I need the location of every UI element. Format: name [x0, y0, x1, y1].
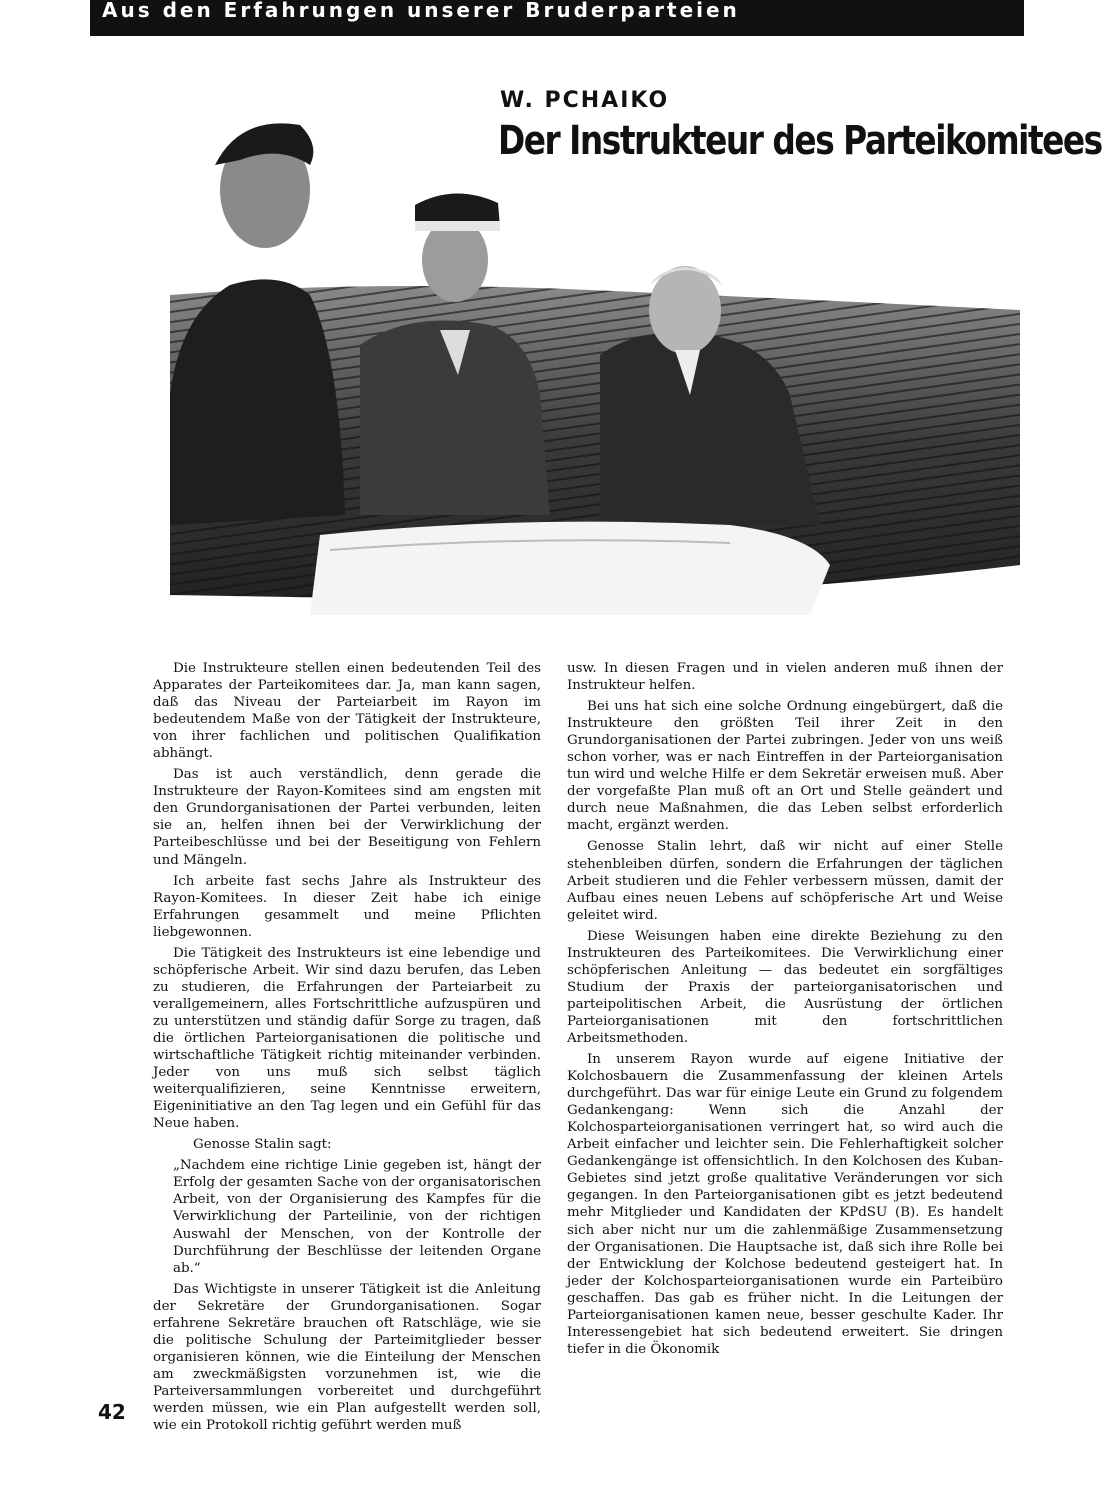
quote-intro: Genosse Stalin sagt: [193, 1137, 332, 1153]
paragraph: Genosse Stalin lehrt, daß wir nicht auf einer Stelle stehenbleiben dürfen, sondern die Erfahrungen der täglichen Arbeit studieren und die Fehler verbessern müssen, damit der Aufbau eines neuen Lebens auf schöpferische Art und Weise geleitet wird. [567, 839, 1003, 923]
right-column [567, 660, 1003, 1362]
stalin-quote: „Nachdem eine richtige Linie gegeben ist, hängt der Erfolg der gesamten Sache von der organisatorischen Arbeit, von der Organisierung des Kampfes für die Verwirklichung der Parteilinie, von der richtigen Auswahl der Menschen, von der Kontrolle der Durchführung der Beschlüsse der leitenden Organe ab.“ [173, 1158, 541, 1276]
author: W. PCHAIKO [500, 88, 670, 113]
paragraph: In unserem Rayon wurde auf eigene Initiative der Kolchosbauern die Zusammenfassung der kleinen Artels durchgeführt. Das war für einige Leute ein Grund zu folgendem Gedankengang: Wenn sich die Anzahl der Kolchosparteiorganisationen verringert hat, so wird auch die Arbeit einfacher und leichter sein. Die Fehlerhaftigkeit solcher Gedankengänge ist offensichtlich. In den Kolchosen des Kuban-Gebietes sind jetzt große qualitative Veränderungen vor sich gegangen. In den Parteiorganisationen gibt es jetzt bedeutend mehr Mitglieder und Kandidaten der KPdSU (B). Es handelt sich aber nicht nur um die zahlenmäßige Zusammensetzung der Organisationen. Die Hauptsache ist, daß sich ihre Rolle bei der Entwicklung der Kolchose bedeutend gesteigert hat. In jeder der Kolchosparteiorganisationen wurde ein Parteibüro geschaffen. Das gab es früher nicht. In die Leitungen der Parteiorganisationen kamen neue, besser geschulte Kader. Ihr Interessengebiet hat sich bedeutend erweitert. Sie dringen tiefer in die Ökonomik [567, 1052, 1003, 1357]
paragraph: Das ist auch verständlich, denn gerade die Instrukteure der Rayon-Komitees sind am engsten mit den Grundorganisationen der Partei verbunden, leiten sie an, helfen ihnen bei der Verwirklichung der Parteibeschlüsse und bei der Beseitigung von Fehlern und Mängeln. [153, 767, 541, 868]
section-banner: Aus den Erfahrungen unserer Bruderparteien [90, 0, 1024, 36]
paragraph: Ich arbeite fast sechs Jahre als Instrukteur des Rayon-Komitees. In dieser Zeit habe ich einige Erfahrungen gesammelt und meine Pflichten liebgewonnen. [153, 873, 541, 940]
page-number: 42 [98, 1400, 126, 1424]
paragraph: Die Tätigkeit des Instrukteurs ist eine lebendige und schöpferische Arbeit. Wir sind dazu berufen, das Leben zu studieren, die Erfahrungen der Parteiarbeit zu verallgemeinern, alles Fortschrittliche aufzuspüren und zu unterstützen und ständig dafür Sorge zu tragen, daß die örtlichen Parteiorganisationen die politische und wirtschaftliche Tätigkeit richtig miteinander verbinden. Jeder von uns muß sich selbst täglich weiterqualifizieren, seine Kenntnisse erweitern, Eigeninitiative an den Tag legen und ein Gefühl für das Neue haben. [153, 945, 541, 1132]
paragraph: Bei uns hat sich eine solche Ordnung eingebürgert, daß die Instrukteure den größten Teil ihrer Zeit in den Grundorganisationen der Partei zubringen. Jeder von uns weiß schon vorher, was er nach Eintreffen in der Parteiorganisation tun wird und welche Hilfe er dem Sekretär erweisen muß. Aber der vorgefaßte Plan muß oft an Ort und Stelle geändert und durch neue Maßnahmen, die das Leben selbst erforderlich macht, ergänzt werden. [567, 699, 1003, 834]
paragraph: Diese Weisungen haben eine direkte Beziehung zu den Instrukteuren des Parteikomitees. Die Verwirklichung einer schöpferischen Anleitung — das bedeutet ein sorgfältiges Studium der Praxis der parteiorganisatorischen und parteipolitischen Arbeit, die Ausrüstung der örtlichen Parteiorganisationen mit den fortschrittlichen Arbeitsmethoden. [567, 928, 1003, 1046]
paragraph: usw. In diesen Fragen und in vielen anderen muß ihnen der Instrukteur helfen. [567, 661, 1003, 694]
photo-three-men-in-field [170, 95, 1102, 615]
paragraph: Das Wichtigste in unserer Tätigkeit ist die Anleitung der Sekretäre der Grundorganisationen. Sogar erfahrene Sekretäre brauchen oft Ratschläge, wie sie die politische Schulung der Parteimitglieder besser organisieren können, wie die Einteilung der Menschen am zweckmäßigsten vorzunehmen ist, wie die Parteiversammlungen vorbereitet und durchgeführt werden müssen, wie ein Plan aufgestellt werden soll, wie ein Protokoll richtig geführt werden muß [153, 1281, 541, 1434]
left-column [153, 660, 541, 1438]
article-title: Der Instrukteur des Parteikomitees [498, 118, 1102, 164]
paragraph: Die Instrukteure stellen einen bedeutenden Teil des Apparates der Parteikomitees dar. Ja, man kann sagen, daß das Niveau der Parteiarbeit im Rayon im bedeutendem Maße von der Tätigkeit der Instrukteure, von ihrer fachlichen und politischen Qualifikation abhängt. [153, 661, 541, 762]
